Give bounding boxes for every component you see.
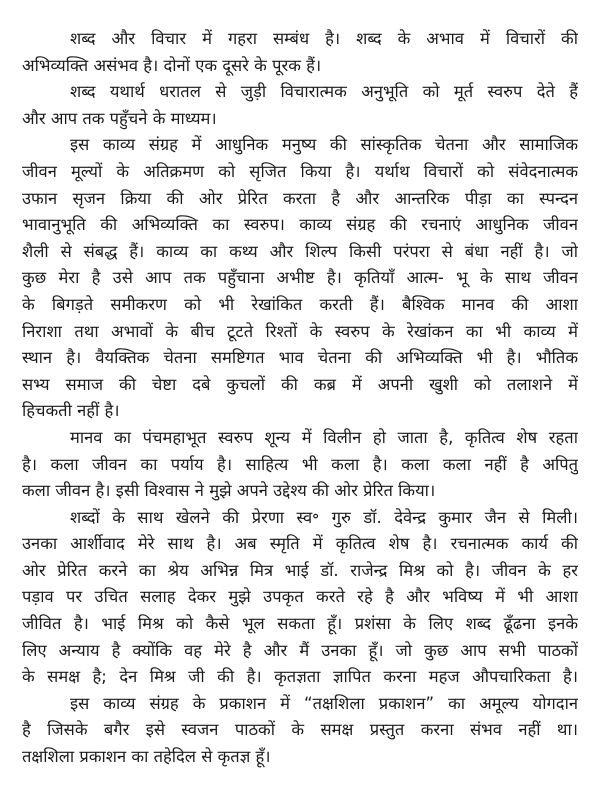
text-line: सभ्य समाज की चेष्टा दबे कुचलों की कब्र में अपनी खुशी को तलाशने में (22, 374, 578, 394)
text-line: के समक्ष है; देन मिश्र जी की है। कृतज्ञता ज्ञापित करना महज औपचारिकता है। (22, 667, 578, 687)
text-line: जीवन मूल्यों के अतिक्रमण को सृजित किया है। यर्थाथ विचारों को संवेदनात्मक (22, 161, 578, 181)
text-line: लिए अन्याय है क्योंकि वह मेरे है और मैं उनका हूँ। जो कुछ आप सभी पाठकों (22, 640, 578, 660)
text-line: उफान सृजन क्रिया की ओर प्रेरित करता है और आन्तरिक पीड़ा का स्पन्दन (22, 188, 578, 208)
text-line: है। कला जीवन का पर्याय है। साहित्य भी कला है। कला कला नहीं है अपितु (22, 454, 578, 474)
document-body (22, 26, 578, 771)
text-line: शब्द और विचार में गहरा सम्बंध है। शब्द के अभाव में विचारों की (70, 29, 578, 48)
text-line: मानव का पंचमहाभूत स्वरुप शून्य में विलीन हो जाता है, कृतित्व शेष रहता (70, 427, 578, 447)
text-line: के बिगड़ते समीकरण को भी रेखांकित करती हैं। बैश्विक मानव की आशा (22, 294, 578, 314)
text-line: कुछ मेरा है उसे आप तक पहुँचाना अभीष्ट है। कृतियाँ आत्म- भू के साथ जीवन (22, 268, 578, 288)
text-line: पड़ाव पर उचित सलाह देकर मुझे उपकृत करते रहे है और भविष्य में भी आशा (22, 587, 578, 607)
text-line: इस काव्य संग्रह के प्रकाशन में “तक्षशिला प्रकाशन” का अमूल्य योगदान (70, 693, 578, 713)
text-line: है जिसके बगैर इसे स्वजन पाठकों के समक्ष प्रस्तुत करना संभव नहीं था। (22, 720, 578, 740)
text-line: भावानुभूति की अभिव्यक्ति का स्वरुप। काव्य संग्रह की रचनाएं आधुनिक जीवन (22, 215, 578, 235)
text-line: शब्दों के साथ खेलने की प्रेरणा स्व॰ गुरु डॉ. देवेन्द्र कुमार जैन से मिली। (70, 507, 578, 527)
text-line: और आप तक पहुँचने के माध्यम। (22, 108, 217, 128)
text-line: शब्द यथार्थ धरातल से जुड़ी विचारात्मक अनुभूति को मूर्त स्वरुप देते हैं (70, 82, 578, 102)
text-line: निराशा तथा अभावों के बीच टूटते रिश्तों के स्वरुप के रेखांकन का भी काव्य में (22, 321, 578, 341)
text-line: जीवित है। भाई मिश्र को कैसे भूल सकता हूँ। प्रशंसा के लिए शब्द ढूँढना इनके (22, 614, 578, 634)
text-line: स्थान है। वैयक्तिक चेतना समष्टिगत भाव चेतना की अभिव्यक्ति भी है। भौतिक (22, 348, 578, 368)
text-line: अभिव्यक्ति असंभव है। दोनों एक दूसरे के पूरक हैं। (22, 55, 322, 75)
text-line: कला जीवन है। इसी विश्वास ने मुझे अपने उद्देश्य की ओर प्रेरित किया। (22, 481, 436, 501)
text-line: इस काव्य संग्रह में आधुनिक मनुष्य की सांस्कृतिक चेतना और सामाजिक (70, 135, 578, 155)
text-line: उनका आर्शीवाद मेरे साथ है। अब स्मृति में कृतित्व शेष है। रचनात्मक कार्य की (22, 534, 578, 554)
text-line: शैली से संबद्ध हैं। काव्य का कथ्य और शिल्प किसी परंपरा से बंधा नहीं है। जो (22, 241, 578, 261)
text-line: ओर प्रेरित करने का श्रेय अभिन्न मित्र भाई डॉ. राजेन्द्र मिश्र को है। जीवन के हर (22, 560, 578, 580)
text-line: तक्षशिला प्रकाशन का तहेदिल से कृतज्ञ हूँ। (22, 747, 271, 767)
text-line: हिचकती नहीं है। (22, 401, 120, 421)
